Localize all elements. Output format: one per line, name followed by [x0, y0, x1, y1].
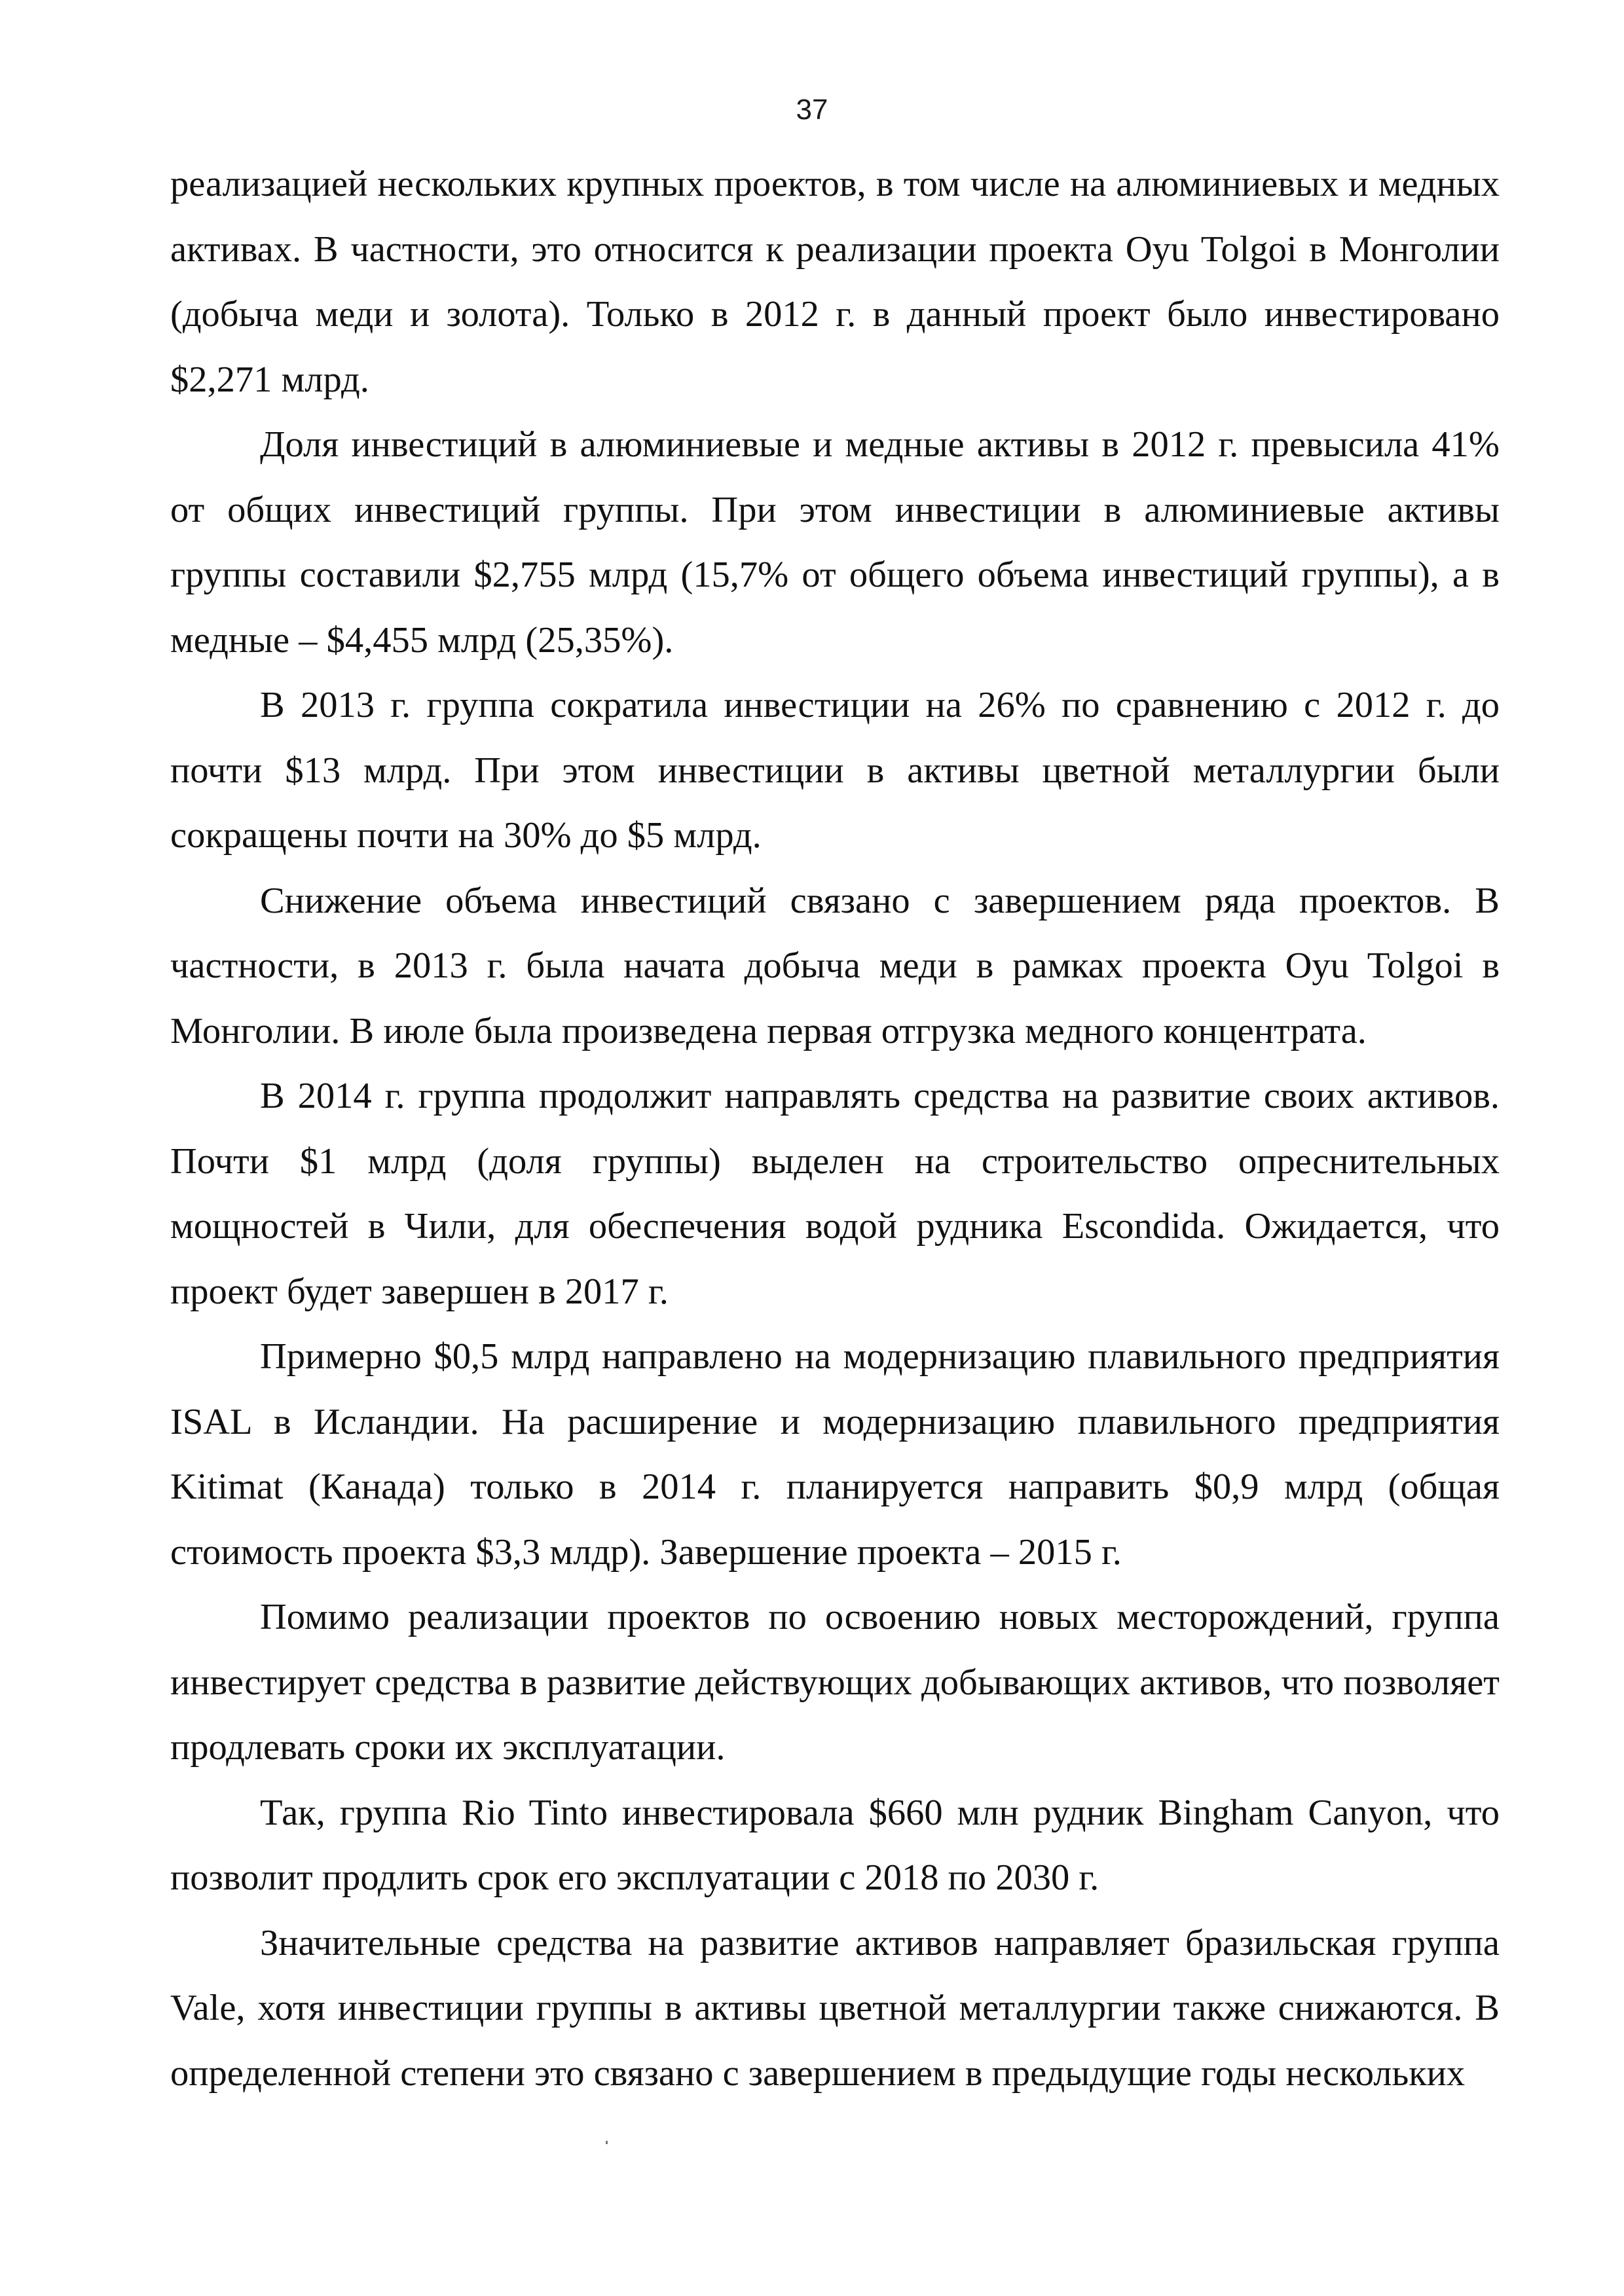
paragraph-2014-plans: В 2014 г. группа продолжит направлять средства на развитие своих активов. Почти $1 млрд (доля группы) выделен на строительство опреснительных мощностей в Чили, для обеспечения водой рудника Escondida. Ожидается, что проект будет завершен в 2017 г. [170, 1076, 1500, 1312]
paragraph-continuation: реализацией нескольких крупных проектов, в том числе на алюминиевых и медных активах. В частности, это относится к реализации проекта Oyu Tolgoi в Монголии (добыча меди и золота). Только в 2012 г. в данный проект было инвестировано $2,271 млрд. [170, 164, 1500, 400]
paragraph-investment-decline: Снижение объема инвестиций связано с завершением ряда проектов. В частности, в 2013 г. была начата добыча меди в рамках проекта Oyu Tolgoi в Монголии. В июле была произведена первая отгрузка медного концентрата. [170, 880, 1500, 1051]
paragraph-vale: Значительные средства на развитие активов направляет бразильская группа Vale, хотя инвестиции группы в активы цветной металлургии также снижаются. В определенной степени это связано с завершением в предыдущие годы нескольких [170, 1922, 1500, 2094]
page-number: 37 [796, 94, 828, 126]
paragraph-bingham-canyon: Так, группа Rio Tinto инвестировала $660 млн рудник Bingham Canyon, что позволит продлить срок его эксплуатации с 2018 по 2030 г. [170, 1792, 1500, 1898]
document-body [170, 152, 1500, 2106]
scan-speck [606, 2141, 608, 2144]
paragraph-investment-share: Доля инвестиций в алюминиевые и медные активы в 2012 г. превысила 41% от общих инвестиций группы. При этом инвестиции в алюминиевые активы группы составили $2,755 млрд (15,7% от общего объема инвестиций группы), а в медные – $4,455 млрд (25,35%). [170, 424, 1500, 661]
paragraph-existing-assets: Помимо реализации проектов по освоению новых месторождений, группа инвестирует средства в развитие действующих добывающих активов, что позволяет продлевать сроки их эксплуатации. [170, 1597, 1500, 1768]
paragraph-2013-cuts: В 2013 г. группа сократила инвестиции на 26% по сравнению с 2012 г. до почти $13 млрд. При этом инвестиции в активы цветной металлургии были сокращены почти на 30% до $5 млрд. [170, 685, 1500, 856]
paragraph-smelter-modernization: Примерно $0,5 млрд направлено на модернизацию плавильного предприятия ISAL в Исландии. На расширение и модернизацию плавильного предприятия Kitimat (Канада) только в 2014 г. планируется направить $0,9 млрд (общая стоимость проекта $3,3 млдр). Завершение проекта – 2015 г. [170, 1336, 1500, 1573]
